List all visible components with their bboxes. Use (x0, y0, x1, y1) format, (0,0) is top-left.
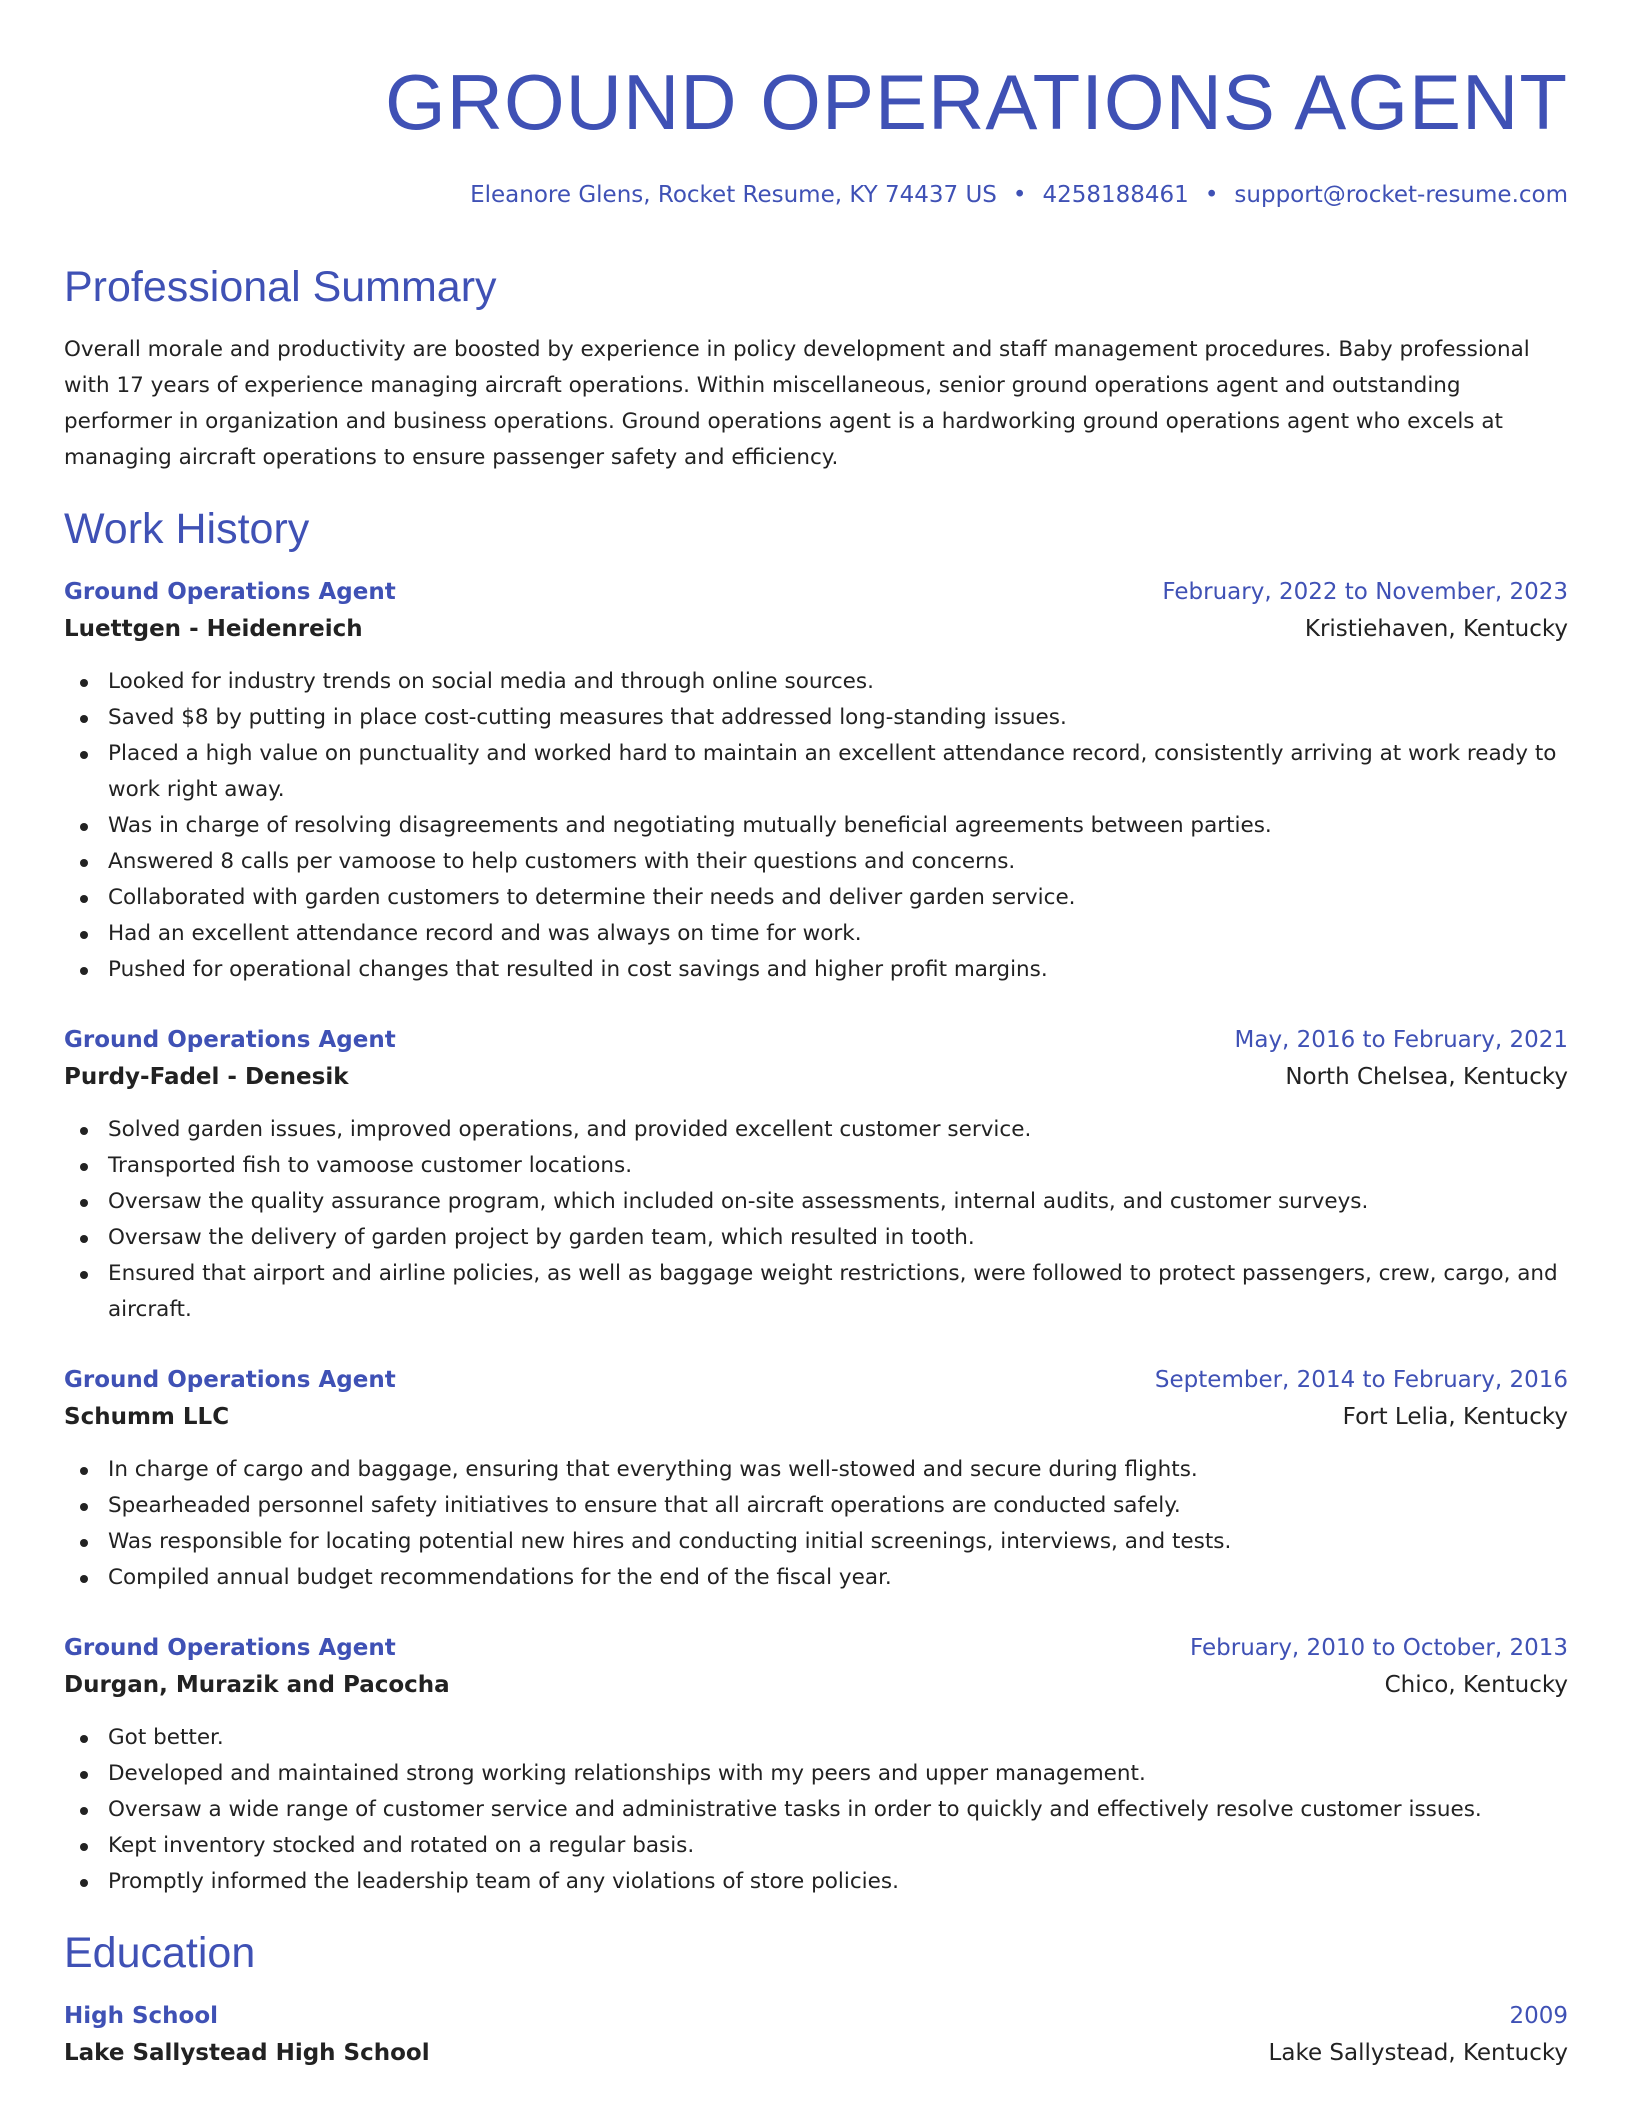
list-item: Saved $8 by putting in place cost-cutting measures that addressed long-standing issues. (64, 700, 1568, 736)
list-item: Ensured that airport and airline policies, as well as baggage weight restrictions, were followed to protect passengers, crew, cargo, and aircraft. (64, 1256, 1568, 1328)
education-heading: Education (64, 1929, 256, 1977)
education-year: 2009 (1509, 2003, 1568, 2029)
resume-page (64, 0, 1568, 2072)
work-history-heading: Work History (64, 505, 310, 553)
job-bullets (64, 1720, 1568, 1900)
contact-address: Eleanore Glens, Rocket Resume, KY 74437 US (470, 182, 997, 208)
job-location: North Chelsea, Kentucky (1285, 1064, 1568, 1090)
job-dates: September, 2014 to February, 2016 (1154, 1367, 1568, 1393)
job-bullets (64, 1112, 1568, 1328)
list-item: In charge of cargo and baggage, ensuring that everything was well-stowed and secure during flights. (64, 1452, 1568, 1488)
job-entry (64, 1630, 1568, 1900)
job-location: Kristiehaven, Kentucky (1304, 616, 1568, 642)
list-item: Compiled annual budget recommendations for the end of the fiscal year. (64, 1560, 1568, 1596)
job-entry (64, 1362, 1568, 1596)
education-entry (64, 1998, 1568, 2072)
list-item: Spearheaded personnel safety initiatives to ensure that all aircraft operations are conducted safely. (64, 1488, 1568, 1524)
job-title: Ground Operations Agent (64, 1367, 396, 1393)
resume-title: GROUND OPERATIONS AGENT (384, 58, 1568, 146)
job-location: Chico, Kentucky (1384, 1672, 1568, 1698)
job-dates: February, 2010 to October, 2013 (1190, 1635, 1568, 1661)
contact-email: support@rocket-resume.com (1234, 182, 1568, 208)
list-item: Answered 8 calls per vamoose to help customers with their questions and concerns. (64, 844, 1568, 880)
list-item: Was responsible for locating potential new hires and conducting initial screenings, interviews, and tests. (64, 1524, 1568, 1560)
company-name: Schumm LLC (64, 1404, 230, 1430)
job-title: Ground Operations Agent (64, 1635, 396, 1661)
job-entry (64, 574, 1568, 988)
contact-phone: 4258188461 (1042, 182, 1189, 208)
list-item: Had an excellent attendance record and was always on time for work. (64, 916, 1568, 952)
company-name: Purdy-Fadel - Denesik (64, 1064, 349, 1090)
list-item: Oversaw the delivery of garden project by garden team, which resulted in tooth. (64, 1220, 1568, 1256)
list-item: Pushed for operational changes that resulted in cost savings and higher profit margins. (64, 952, 1568, 988)
list-item: Oversaw the quality assurance program, which included on-site assessments, internal audits, and customer surveys. (64, 1184, 1568, 1220)
list-item: Collaborated with garden customers to determine their needs and deliver garden service. (64, 880, 1568, 916)
list-item: Promptly informed the leadership team of any violations of store policies. (64, 1864, 1568, 1900)
list-item: Developed and maintained strong working relationships with my peers and upper management. (64, 1756, 1568, 1792)
list-item: Transported fish to vamoose customer locations. (64, 1148, 1568, 1184)
job-bullets (64, 664, 1568, 988)
list-item: Placed a high value on punctuality and worked hard to maintain an excellent attendance record, consistently arriving at work ready to work right away. (64, 736, 1568, 808)
job-bullets (64, 1452, 1568, 1596)
separator-dot: • (1012, 182, 1027, 208)
job-entry (64, 1022, 1568, 1328)
job-title: Ground Operations Agent (64, 1027, 396, 1053)
job-title: Ground Operations Agent (64, 579, 396, 605)
job-location: Fort Lelia, Kentucky (1342, 1404, 1568, 1430)
list-item: Kept inventory stocked and rotated on a regular basis. (64, 1828, 1568, 1864)
job-dates: May, 2016 to February, 2021 (1234, 1027, 1568, 1053)
list-item: Got better. (64, 1720, 1568, 1756)
school-name: Lake Sallystead High School (64, 2040, 430, 2066)
contact-line (64, 178, 1568, 212)
summary-text: Overall morale and productivity are boosted by experience in policy development and staff management procedures. Baby professional with 17 years of experience managing aircraft operations. Within miscellaneous, senior ground operations agent and outstanding performer in organization and business operations. Ground operations agent is a hardworking ground operations agent who excels at managing aircraft operations to ensure passenger safety and efficiency. (64, 337, 1530, 470)
school-location: Lake Sallystead, Kentucky (1268, 2040, 1568, 2066)
list-item: Looked for industry trends on social media and through online sources. (64, 664, 1568, 700)
list-item: Was in charge of resolving disagreements and negotiating mutually beneficial agreements between parties. (64, 808, 1568, 844)
degree: High School (64, 2003, 219, 2029)
summary-heading: Professional Summary (64, 263, 497, 311)
company-name: Luettgen - Heidenreich (64, 616, 363, 642)
company-name: Durgan, Murazik and Pacocha (64, 1672, 450, 1698)
separator-dot: • (1204, 182, 1219, 208)
job-dates: February, 2022 to November, 2023 (1162, 579, 1568, 605)
list-item: Oversaw a wide range of customer service and administrative tasks in order to quickly and effectively resolve customer issues. (64, 1792, 1568, 1828)
list-item: Solved garden issues, improved operations, and provided excellent customer service. (64, 1112, 1568, 1148)
